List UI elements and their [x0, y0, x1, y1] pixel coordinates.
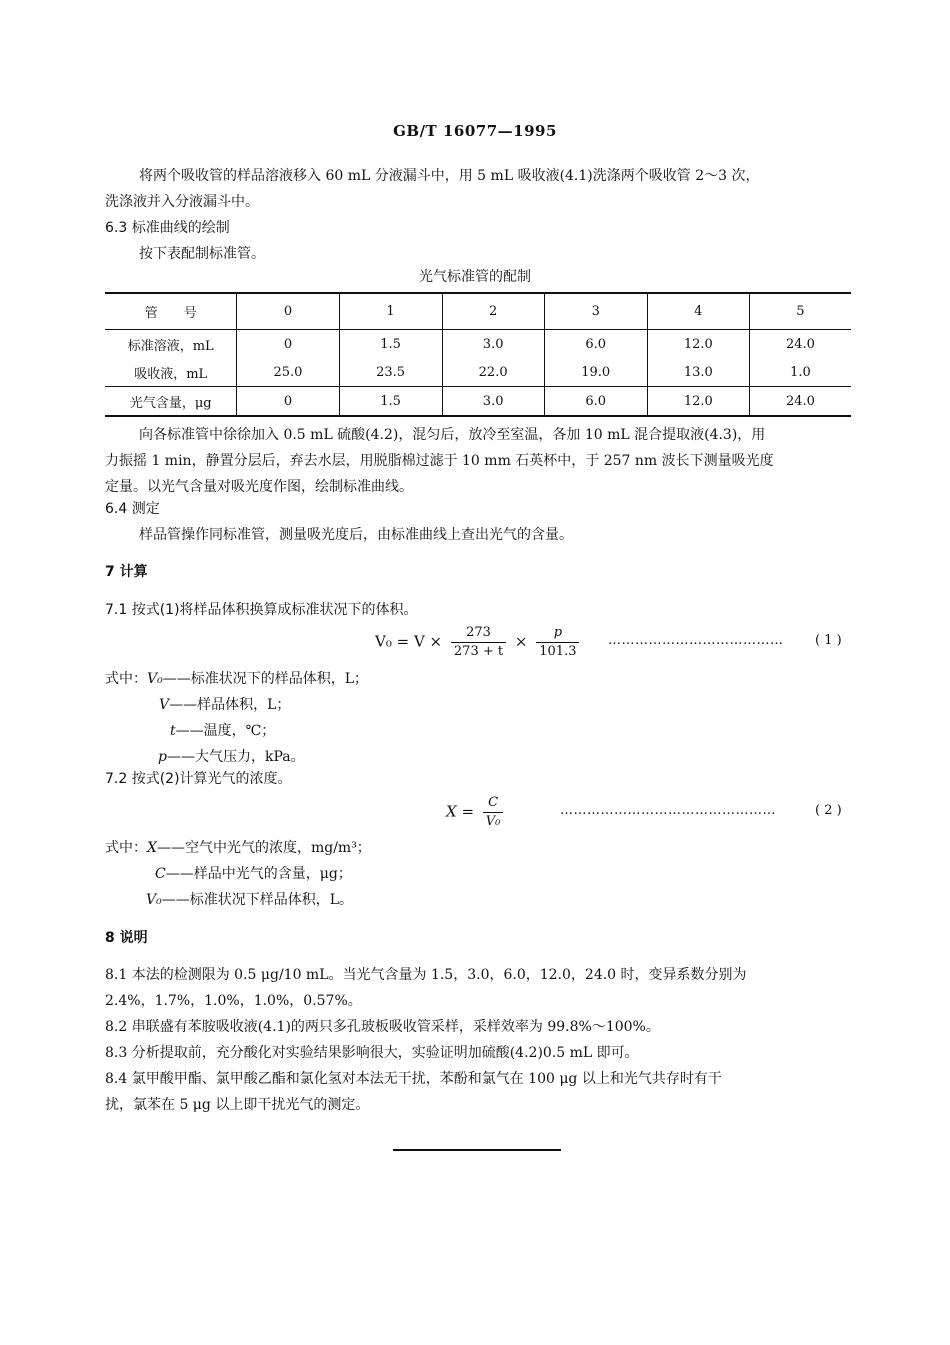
equation-1-lhs: V₀ = V × [375, 632, 443, 651]
where-description: ——标准状况下样品体积，L。 [161, 892, 354, 908]
equation-2 [446, 794, 507, 831]
paragraph-line: 2.4%，1.7%，1.0%，1.0%，0.57%。 [105, 993, 362, 1009]
where-variable: X [147, 840, 157, 856]
table-header-cell: 5 [796, 304, 805, 319]
equation-1-leader-dots: ………………………………… [608, 633, 784, 648]
table-header-cell: 2 [442, 293, 544, 330]
section-heading-6-4: 6.4 测定 [105, 501, 160, 517]
table-cell: 12.0 [647, 387, 749, 417]
where-variable: C [155, 866, 166, 882]
where-description: ——温度，℃； [175, 723, 276, 739]
table-header-row [105, 293, 851, 330]
table-cell: 24.0 [785, 393, 815, 409]
where-description: ——大气压力，kPa。 [166, 749, 305, 765]
equation-1-fraction-2 [536, 624, 579, 661]
paragraph-line: 扰，氯苯在 5 μg 以上即干扰光气的测定。 [105, 1097, 370, 1113]
table-caption: 光气标准管的配制 [419, 269, 531, 285]
where-variable: p [158, 749, 167, 765]
table-cell: 24.0 [785, 336, 815, 352]
fraction-numerator: p [536, 624, 579, 643]
document-header: GB/T 16077—1995 [393, 122, 557, 140]
table-cell: 22.0 [442, 358, 544, 387]
table-cell: 19.0 [544, 358, 647, 387]
table-row [105, 330, 851, 359]
where-description: ——样品体积，L； [169, 697, 291, 713]
table-cell: 6.0 [544, 387, 647, 417]
paragraph-line: 8.4 氯甲酸甲酯、氯甲酸乙酯和氯化氢对本法无干扰，苯酚和氯气在 100 μg 以上和光气共存时有干 [105, 1071, 722, 1087]
paragraph-line: 8.1 本法的检测限为 0.5 μg/10 mL。当光气含量为 1.5，3.0，6.0，12.0，24.0 时，变异系数分别为 [105, 967, 747, 983]
paragraph-line: 样品管操作同标准管，测量吸光度后，由标准曲线上查出光气的含量。 [139, 527, 573, 543]
equation-1-times: × [514, 632, 528, 651]
table-row-label: 光气含量，μg [105, 387, 237, 417]
paragraph-line: 定量。以光气含量对吸光度作图，绘制标准曲线。 [105, 479, 413, 495]
fraction-denominator: 101.3 [539, 644, 577, 659]
paragraph-line: 8.3 分析提取前，充分酸化对实验结果影响很大，实验证明加硫酸(4.2)0.5 mL 即可。 [105, 1045, 639, 1061]
table-cell: 3.0 [442, 330, 544, 359]
equation-1-fraction-1 [451, 624, 506, 661]
where-prefix: 式中： [105, 671, 147, 687]
table-cell: 3.0 [442, 387, 544, 417]
table-cell: 13.0 [647, 358, 749, 387]
where-variable: V [159, 697, 170, 713]
end-rule [393, 1149, 561, 1151]
table-header-label: 管 号 [105, 293, 237, 330]
where-row [146, 887, 353, 913]
section-heading-7-2: 7.2 按式(2)计算光气的浓度。 [105, 771, 292, 787]
fraction-denominator: V₀ [485, 814, 501, 829]
where-description: ——空气中光气的浓度，mg/m³； [156, 840, 371, 856]
table-header-cell: 3 [544, 293, 647, 330]
equation-2-number: ( 2 ) [815, 803, 842, 818]
standard-tube-table [105, 292, 851, 417]
paragraph-line: 将两个吸收管的样品溶液移入 60 mL 分液漏斗中，用 5 mL 吸收液(4.1)洗涤两个吸收管 2～3 次， [139, 168, 760, 184]
where-description: ——样品中光气的含量，μg； [165, 866, 352, 882]
fraction-denominator: 273 + t [453, 644, 504, 659]
paragraph-line: 洗涤液并入分液漏斗中。 [105, 194, 259, 210]
table-cell: 0 [237, 330, 339, 359]
equation-1 [375, 624, 583, 661]
table-cell: 1.5 [339, 330, 442, 359]
table-cell: 6.0 [544, 330, 647, 359]
paragraph-line: 向各标准管中徐徐加入 0.5 mL 硫酸(4.2)，混匀后，放冷至室温，各加 10 mL 混合提取液(4.3)，用 [139, 427, 766, 443]
where-variable: V₀ [146, 892, 162, 908]
where-row [170, 718, 275, 744]
table-row [105, 358, 851, 387]
table-row-label: 标准溶液，mL [105, 330, 237, 359]
section-heading-7-1: 7.1 按式(1)将样品体积换算成标准状况下的体积。 [105, 602, 418, 618]
where-row [155, 861, 352, 887]
paragraph-line: 力振摇 1 min，静置分层后，弃去水层，用脱脂棉过滤于 10 mm 石英杯中，于 257 nm 波长下测量吸光度 [105, 453, 774, 469]
table-cell: 0 [237, 387, 339, 417]
where-row [159, 692, 290, 718]
where-variable: t [170, 723, 176, 739]
where-row [105, 666, 368, 692]
table-cell: 23.5 [339, 358, 442, 387]
section-heading-8: 8 说明 [105, 930, 148, 946]
equation-2-lhs: X = [446, 802, 475, 821]
table-header-cell: 0 [237, 293, 339, 330]
equation-2-leader-dots: ………………………………………… [560, 803, 776, 818]
where-description: ——标准状况下的样品体积，L； [162, 671, 369, 687]
section-heading-6-3: 6.3 标准曲线的绘制 [105, 220, 230, 236]
paragraph-line: 8.2 串联盛有苯胺吸收液(4.1)的两只多孔玻板吸收管采样，采样效率为 99.8%～100%。 [105, 1019, 660, 1035]
table-row-label: 吸收液，mL [105, 358, 237, 387]
where-prefix: 式中： [105, 840, 147, 856]
where-variable: V₀ [147, 671, 163, 687]
paragraph-line: 按下表配制标准管。 [139, 246, 265, 262]
where-row [105, 835, 371, 861]
table-header-cell: 4 [647, 293, 749, 330]
table-cell: 12.0 [647, 330, 749, 359]
table-header-cell: 1 [339, 293, 442, 330]
equation-2-fraction [483, 794, 504, 831]
table-row [105, 387, 851, 417]
table-cell: 1.5 [339, 387, 442, 417]
section-heading-7: 7 计算 [105, 564, 148, 580]
table-cell: 1.0 [790, 364, 811, 380]
fraction-numerator: C [483, 794, 504, 813]
equation-1-number: ( 1 ) [815, 633, 842, 648]
fraction-numerator: 273 [451, 624, 506, 643]
table-cell: 25.0 [237, 358, 339, 387]
